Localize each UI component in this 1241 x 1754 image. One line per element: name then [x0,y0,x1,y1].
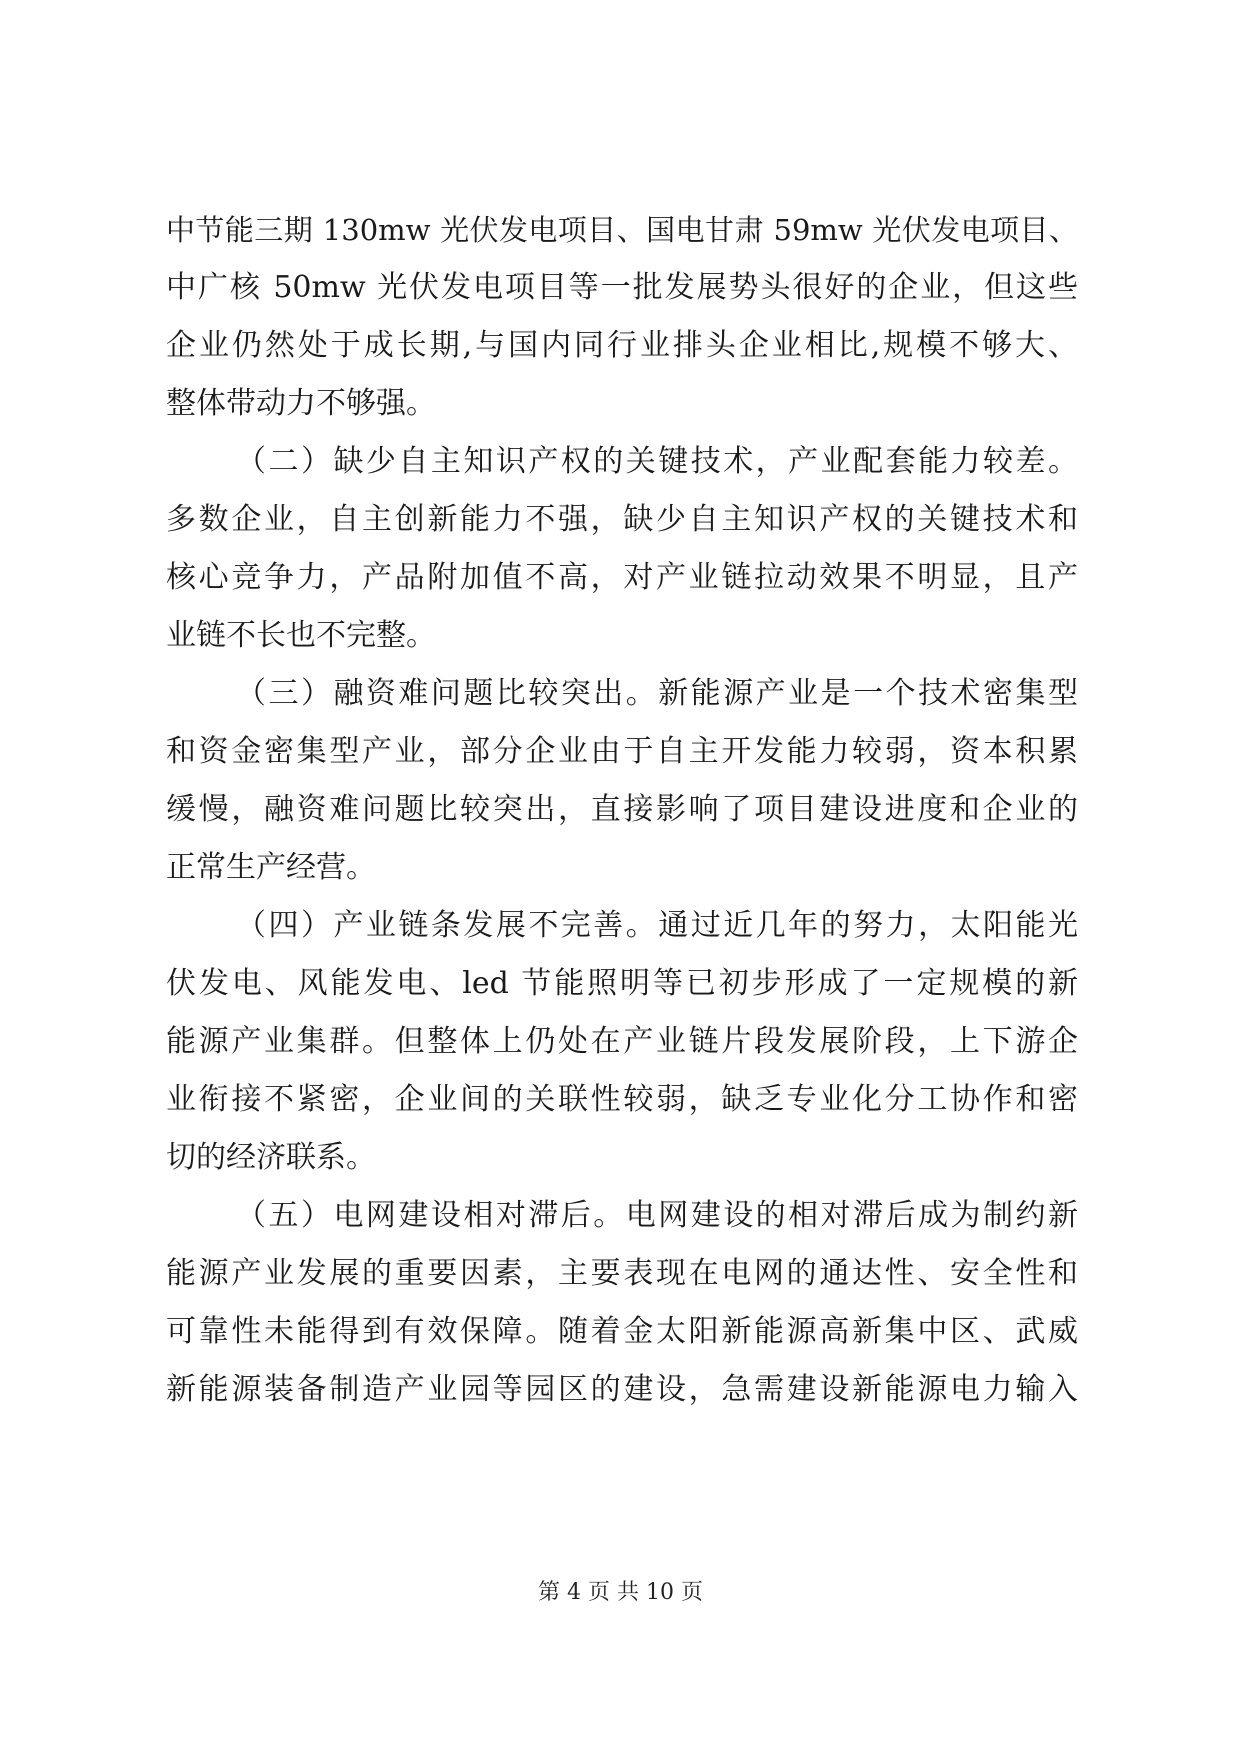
text-line: 业链不长也不完整。 [166,618,436,653]
section-heading-line: （四）产业链条发展不完善。通过近几年的努力，太阳能光 [236,908,1078,943]
text-line: 企业仍然处于成长期,与国内同行业排头企业相比,规模不够大、 [166,328,1078,363]
text-line: 可靠性未能得到有效保障。随着金太阳新能源高新集中区、武威 [166,1314,1078,1349]
text-line: 整体带动力不够强。 [166,386,436,421]
text-line: 和资金密集型产业，部分企业由于自主开发能力较弱，资本积累 [166,734,1078,769]
text-line: 中广核 50mw 光伏发电项目等一批发展势头很好的企业，但这些 [166,270,1078,305]
text-line: 切的经济联系。 [166,1140,376,1175]
text-line: 缓慢，融资难问题比较突出，直接影响了项目建设进度和企业的 [166,792,1078,827]
section-heading-line: （二）缺少自主知识产权的关键技术，产业配套能力较差。 [236,444,1078,479]
text-line: 新能源装备制造产业园等园区的建设，急需建设新能源电力输入 [166,1372,1078,1407]
text-line: 伏发电、风能发电、led 节能照明等已初步形成了一定规模的新 [166,966,1078,1001]
text-line: 中节能三期 130mw 光伏发电项目、国电甘肃 59mw 光伏发电项目、 [166,213,1078,247]
text-line: 能源产业集群。但整体上仍处在产业链片段发展阶段，上下游企 [166,1024,1078,1059]
text-line: 业衔接不紧密，企业间的关联性较弱，缺乏专业化分工协作和密 [166,1082,1078,1117]
text-line: 核心竞争力，产品附加值不高，对产业链拉动效果不明显，且产 [166,560,1078,595]
section-heading-line: （三）融资难问题比较突出。新能源产业是一个技术密集型 [236,676,1078,711]
text-line: 能源产业发展的重要因素，主要表现在电网的通达性、安全性和 [166,1256,1078,1291]
text-line: 正常生产经营。 [166,850,376,885]
text-line: 多数企业，自主创新能力不强，缺少自主知识产权的关键技术和 [166,502,1078,537]
page-footer: 第 4 页 共 10 页 [538,1580,703,1605]
section-heading-line: （五）电网建设相对滞后。电网建设的相对滞后成为制约新 [236,1198,1078,1233]
